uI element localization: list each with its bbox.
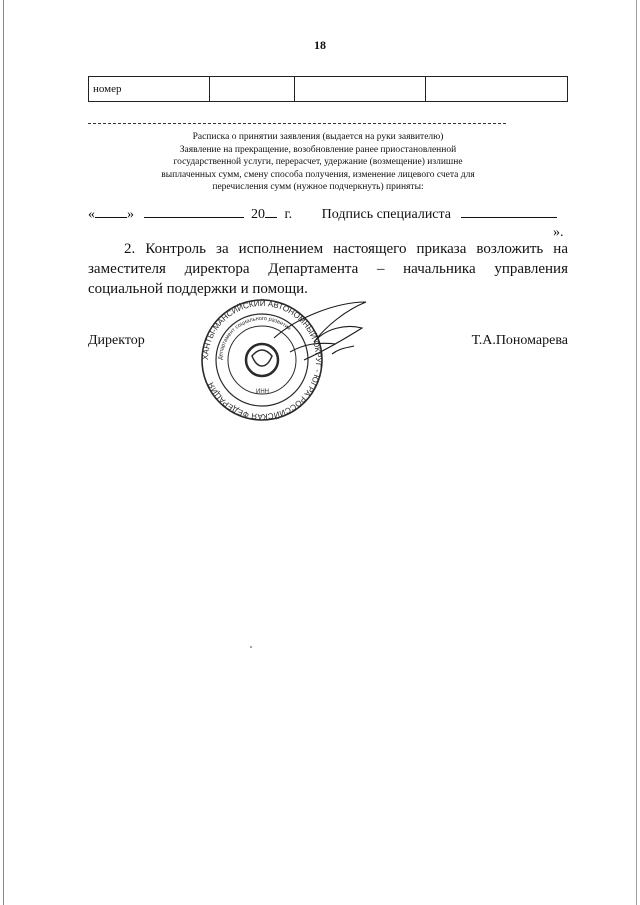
seal-outer-text: ХАНТЫ-МАНСИЙСКИЙ АВТОНОМНЫЙ ОКРУГ - ЮГРА РОССИЙСКАЯ ФЕДЕРАЦИЯ xyxy=(200,298,324,422)
year-blank xyxy=(265,205,277,218)
official-seal xyxy=(186,298,372,422)
specialist-signature-label: Подпись специалиста xyxy=(321,207,452,222)
form-table xyxy=(88,76,568,102)
page-edge-left xyxy=(3,0,4,905)
cut-line xyxy=(88,123,506,124)
signatory-title: Директор xyxy=(88,333,145,348)
end-mark: ». xyxy=(553,225,564,240)
table-cell xyxy=(210,77,295,102)
receipt-line: выплаченных сумм, смену способа получения, изменение лицевого счета для xyxy=(161,169,475,180)
year-prefix: 20 xyxy=(251,207,265,222)
day-blank xyxy=(95,205,127,218)
signature-blank xyxy=(461,205,557,218)
order-paragraph: 2. Контроль за исполнением настоящего приказа возложить на заместителя директора Департамента – начальника управления социальной поддержки и помощи. xyxy=(88,241,568,297)
table-cell xyxy=(295,77,426,102)
receipt-text xyxy=(128,131,508,194)
seal-code: ИНН xyxy=(256,389,269,395)
receipt-line: Расписка о принятии заявления (выдается на руки заявителю) xyxy=(192,132,444,142)
close-quote: » xyxy=(127,207,134,222)
signatory-name: Т.А.Пономарева xyxy=(471,333,568,348)
page-number: 18 xyxy=(314,38,326,52)
month-blank xyxy=(144,205,244,218)
seal-inner-text: Департамент социального развития xyxy=(217,315,292,361)
receipt-line: государственной услуги, перерасчет, удержание (возмещение) излишне xyxy=(173,157,463,167)
receipt-line: Заявление на прекращение, возобновление ранее приостановленной xyxy=(179,144,457,155)
table-row xyxy=(89,77,568,102)
page-edge-right xyxy=(636,0,637,905)
receipt-line: перечисления сумм (нужное подчеркнуть) приняты: xyxy=(212,182,424,192)
year-suffix: г. xyxy=(284,207,293,222)
signature-row xyxy=(88,205,568,223)
open-quote: « xyxy=(88,207,95,222)
table-cell-label: номер xyxy=(89,77,210,102)
scan-speck xyxy=(250,646,252,648)
table-cell xyxy=(426,77,568,102)
